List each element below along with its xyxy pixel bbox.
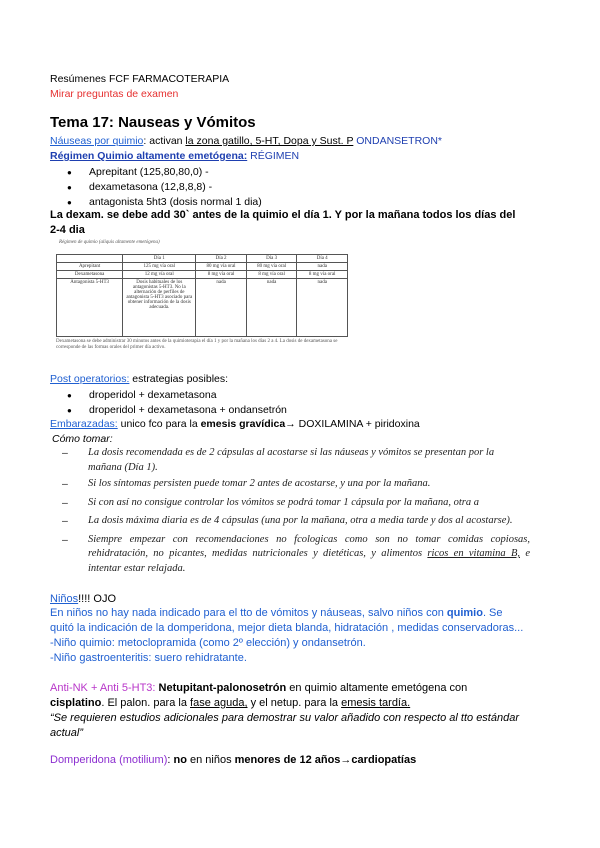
list-item: ● antagonista 5ht3 (dosis normal 1 dia)	[89, 195, 262, 210]
instruction-item: – La dosis recomendada es de 2 cápsulas al acostarse si las náuseas y vómitos se presentan por la mañana (Día 1).	[88, 446, 530, 475]
nausea-chemo-label[interactable]: Náuseas por quimio	[50, 135, 144, 147]
anti-nk-line	[50, 696, 519, 711]
regimen-list	[89, 165, 262, 210]
table-footnote: Dexametasona se debe administrar 30 minutos antes de la quimioterapia el día 1 y por la mañana los días 2 a 4. La dosis de dexametasona se corresponde de las formas orales del primer día activo.	[56, 339, 338, 350]
how-to-take-title: Cómo tomar:	[52, 433, 113, 445]
nausea-chemo-line	[50, 135, 442, 147]
regimen-line	[50, 150, 299, 162]
instructions-list	[88, 446, 530, 576]
domperidone-text: en niños	[186, 754, 235, 766]
children-text-line: -Niño gastroenteritis: suero rehidratante.	[50, 652, 247, 664]
list-item: ● droperidol + dexametasona + ondansetrón	[89, 403, 287, 418]
instruction-item	[88, 533, 530, 577]
table-header-cell: Día 3	[246, 255, 297, 263]
pregnancy-line	[50, 418, 420, 430]
cisplatino: cisplatino	[50, 697, 102, 709]
post-op-list	[89, 388, 287, 418]
post-op-text: estrategias posibles:	[129, 373, 229, 385]
anti-nk-paragraph	[50, 681, 519, 741]
domperidone-no: no	[173, 754, 187, 766]
anti-nk-label: Anti-NK + Anti 5-HT3:	[50, 682, 156, 694]
list-item: ● dexametasona (12,8,8,8) -	[89, 180, 262, 195]
children-alert: !!!! OJO	[78, 593, 117, 605]
children-quimio: quimio	[446, 607, 483, 619]
instruction-item: – La dosis máxima diaria es de 4 cápsulas (una por la mañana, otra a media tarde y dos al acostarse).	[88, 514, 530, 529]
table-cell: 8 mg vía oral	[196, 271, 247, 279]
table-cell: nada	[297, 263, 348, 271]
dexam-note-line: La dexam. se debe add 30` antes de la quimio el día 1. Y por la mañana todos los días del	[50, 209, 516, 221]
anti-nk-text: y el netup. para la	[247, 697, 342, 709]
table-row	[57, 271, 348, 279]
children-label[interactable]: Niños	[50, 593, 79, 605]
table-cell: 80 mg vía oral	[196, 263, 247, 271]
table-cell: Antagonista 5-HT3	[57, 279, 123, 337]
pregnancy-text: unico fco para la	[117, 418, 201, 430]
table-cell: 8 mg vía oral	[246, 271, 297, 279]
table-header-cell: Día 1	[123, 255, 196, 263]
children-line	[50, 593, 116, 605]
late-emesis: emesis tardía.	[341, 697, 411, 709]
table-header-row	[57, 255, 348, 263]
table-header-cell: Día 4	[297, 255, 348, 263]
table-header-cell: Día 2	[196, 255, 247, 263]
table-row	[57, 279, 348, 337]
post-op-label[interactable]: Post operatorios:	[50, 373, 130, 385]
pregnancy-label[interactable]: Embarazadas:	[50, 418, 118, 430]
children-text-line: -Niño quimio: metoclopramida (como 2º elección) y ondansetrón.	[50, 637, 366, 649]
anti-nk-quote: actual”	[50, 727, 84, 739]
dexam-note-line: 2-4 dia	[50, 224, 85, 236]
post-op-line	[50, 373, 228, 385]
domperidone-colon: :	[167, 754, 174, 766]
table-cell: 12 mg vía oral	[123, 271, 196, 279]
domperidone-warning: menores de 12 años→cardiopatías	[234, 754, 417, 766]
acute-phase: fase aguda,	[190, 697, 248, 709]
children-text-line: quitó la indicación de la domperidona, mejor dieta blanda, hidratación , medidas conservadoras...	[50, 622, 524, 634]
topic-heading: Tema 17: Nauseas y Vómitos	[50, 114, 256, 131]
regimen-table	[56, 254, 348, 337]
domperidone-label: Domperidona (motilium)	[50, 754, 168, 766]
children-paragraph	[50, 606, 523, 666]
doc-title: Resúmenes FCF FARMACOTERAPIA	[50, 73, 230, 85]
table-cell: nada	[246, 279, 297, 337]
netupitant-drug: Netupitant-palonosetrón	[158, 682, 287, 694]
regimen-tag: RÉGIMEN	[250, 150, 300, 162]
trigger-zone: la zona gatillo, 5-HT, Dopa y Sust. P	[185, 135, 354, 147]
instruction-item: – Si los síntomas persisten puede tomar 2 antes de acostarse, y una por la mañana.	[88, 477, 530, 492]
regimen-title: Régimen Quimio altamente emetógena:	[50, 150, 248, 162]
children-text-line	[50, 606, 523, 621]
domperidone-line	[50, 754, 416, 766]
table-cell: 125 mg vía oral	[123, 263, 196, 271]
table-caption: Régimen de quimio (aliquis altamente emetógena)	[59, 240, 160, 245]
anti-nk-text: . El palon. para la	[101, 697, 191, 709]
anti-nk-quote: “Se requieren estudios adicionales para demostrar su valor añadido con respecto al tto estándar	[50, 712, 519, 724]
table-cell: Aprepitant	[57, 263, 123, 271]
table-cell: 80 mg vía oral	[246, 263, 297, 271]
table-cell: nada	[196, 279, 247, 337]
instruction-item: – Si con así no consigue controlar los vómitos se podrá tomar 1 cápsula por la mañana, otra a	[88, 496, 530, 511]
table-header-cell	[57, 255, 123, 263]
pregnancy-drug: → DOXILAMINA + piridoxina	[285, 418, 420, 430]
table-cell: nada	[297, 279, 348, 337]
vitamin-b-phrase: ricos en vitamina B,	[427, 548, 520, 559]
table-cell: 8 mg vía oral	[297, 271, 348, 279]
children-text: En niños no hay nada indicado para el tto de vómitos y náuseas, salvo niños con	[50, 607, 447, 619]
table-cell: Dexametasona	[57, 271, 123, 279]
exam-note: Mirar preguntas de examen	[50, 88, 179, 100]
table-row	[57, 263, 348, 271]
children-text: . Se	[482, 607, 503, 619]
ondansetron-tag: ONDANSETRON*	[356, 135, 443, 147]
table-cell: Dosis habituales de los antagonistas 5-HT3. No la alternación de perfiles de antagonista 5-HT3 asociado para obtener información de la dosis adecuada.	[123, 279, 196, 337]
anti-nk-line	[50, 681, 519, 696]
list-item: ● droperidol + dexametasona	[89, 388, 287, 403]
instruction-text: Siempre empezar con recomendaciones no fcologicas como son no tomar comidas copiosas, rehidratación, no picantes, medidas nutricionales y dietéticas, y alimentos ricos en vitamina B, e intentar estar relajada.	[88, 533, 530, 574]
dexam-note	[50, 208, 515, 238]
anti-nk-text: en quimio altamente emetógena con	[286, 682, 468, 694]
regimen-table-figure	[56, 240, 362, 351]
list-item: ● Aprepitant (125,80,80,0) -	[89, 165, 262, 180]
pregnancy-emesis: emesis gravídica	[200, 418, 286, 430]
line1-sep: : activan	[143, 135, 186, 147]
